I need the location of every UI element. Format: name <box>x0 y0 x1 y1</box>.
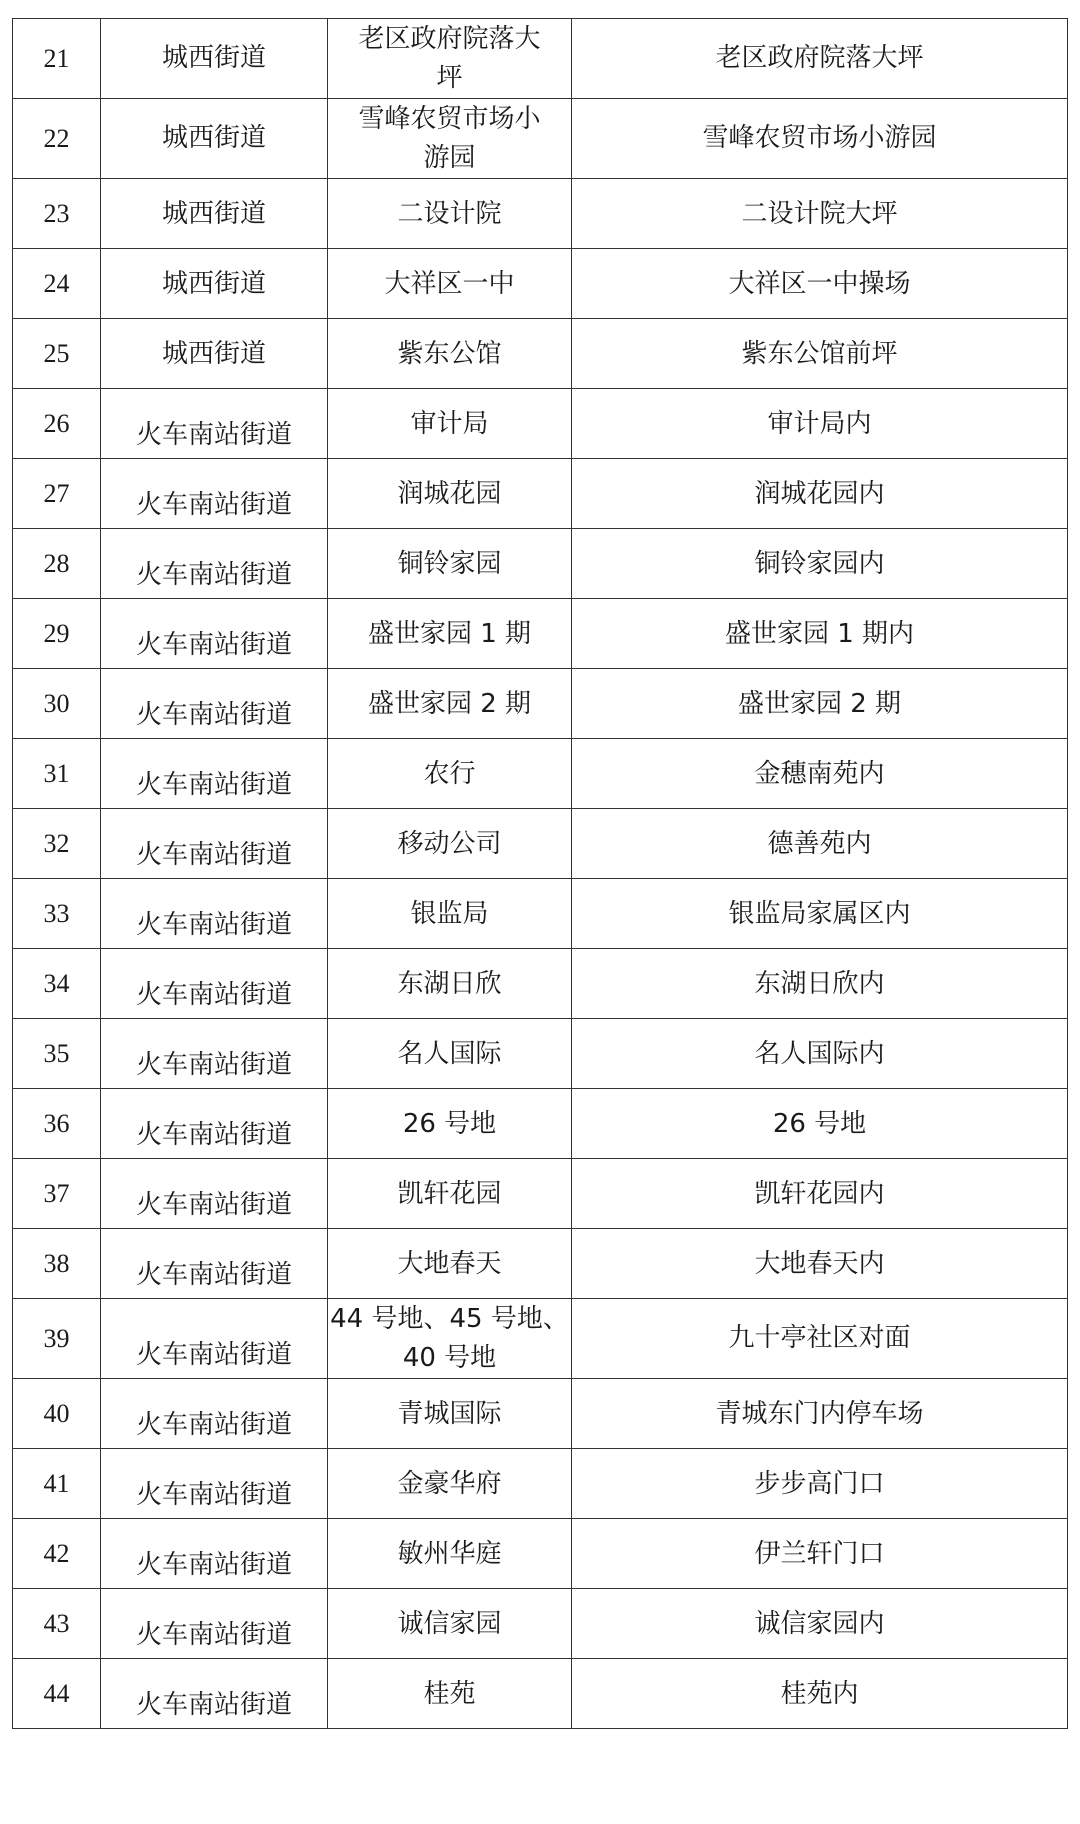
location: 盛世家园 1 期内 <box>572 599 1068 669</box>
site-name-line: 大祥区一中 <box>384 268 515 299</box>
table-row <box>13 1519 1068 1589</box>
table-row <box>13 1019 1068 1089</box>
street-name: 火车南站街道 <box>101 459 328 529</box>
site-name-line: 润城花园 <box>397 478 502 509</box>
site-name-line: 盛世家园 1 期 <box>367 618 532 649</box>
site-name <box>328 1229 572 1299</box>
row-number: 40 <box>13 1379 101 1449</box>
site-name-line: 26 号地 <box>402 1108 497 1139</box>
table-row <box>13 1089 1068 1159</box>
site-name <box>328 949 572 1019</box>
site-name-line: 盛世家园 2 期 <box>367 688 532 719</box>
site-name <box>328 389 572 459</box>
site-name <box>328 249 572 319</box>
street-name: 城西街道 <box>101 19 328 99</box>
table-row <box>13 1659 1068 1729</box>
street-name: 火车南站街道 <box>101 1589 328 1659</box>
table-row <box>13 389 1068 459</box>
site-table <box>12 18 1068 1729</box>
site-name-line: 银监局 <box>410 898 489 929</box>
table-row <box>13 249 1068 319</box>
location: 铜铃家园内 <box>572 529 1068 599</box>
row-number: 39 <box>13 1299 101 1379</box>
site-name-line: 大地春天 <box>397 1248 502 1279</box>
row-number: 29 <box>13 599 101 669</box>
site-name-line: 金豪华府 <box>397 1468 502 1499</box>
street-name: 火车南站街道 <box>101 739 328 809</box>
row-number: 38 <box>13 1229 101 1299</box>
street-name: 城西街道 <box>101 179 328 249</box>
location: 老区政府院落大坪 <box>572 19 1068 99</box>
street-name: 火车南站街道 <box>101 949 328 1019</box>
site-name <box>328 459 572 529</box>
site-name-line: 诚信家园 <box>397 1608 502 1639</box>
street-name: 火车南站街道 <box>101 1519 328 1589</box>
site-name <box>328 879 572 949</box>
location: 大地春天内 <box>572 1229 1068 1299</box>
site-name-line: 老区政府院落大 <box>358 23 541 54</box>
row-number: 21 <box>13 19 101 99</box>
site-name <box>328 669 572 739</box>
site-name-line: 农行 <box>423 758 476 789</box>
site-name-line: 移动公司 <box>397 828 502 859</box>
site-name <box>328 739 572 809</box>
location: 凯轩花园内 <box>572 1159 1068 1229</box>
location: 诚信家园内 <box>572 1589 1068 1659</box>
row-number: 35 <box>13 1019 101 1089</box>
street-name: 火车南站街道 <box>101 1019 328 1089</box>
street-name: 火车南站街道 <box>101 389 328 459</box>
row-number: 44 <box>13 1659 101 1729</box>
site-name <box>328 1379 572 1449</box>
row-number: 26 <box>13 389 101 459</box>
table-row <box>13 1449 1068 1519</box>
location: 桂苑内 <box>572 1659 1068 1729</box>
table-row <box>13 1299 1068 1379</box>
street-name: 火车南站街道 <box>101 529 328 599</box>
site-name-line: 铜铃家园 <box>397 548 502 579</box>
street-name: 火车南站街道 <box>101 1089 328 1159</box>
table-row <box>13 459 1068 529</box>
site-name <box>328 1659 572 1729</box>
row-number: 33 <box>13 879 101 949</box>
table-row <box>13 809 1068 879</box>
site-name-line: 紫东公馆 <box>397 338 502 369</box>
location: 步步高门口 <box>572 1449 1068 1519</box>
table-row <box>13 319 1068 389</box>
row-number: 34 <box>13 949 101 1019</box>
table-row <box>13 879 1068 949</box>
street-name: 城西街道 <box>101 319 328 389</box>
site-name-line: 东湖日欣 <box>397 968 502 999</box>
table-row <box>13 1589 1068 1659</box>
location: 雪峰农贸市场小游园 <box>572 99 1068 179</box>
table-row <box>13 19 1068 99</box>
row-number: 43 <box>13 1589 101 1659</box>
street-name: 城西街道 <box>101 99 328 179</box>
site-name <box>328 1089 572 1159</box>
location: 润城花园内 <box>572 459 1068 529</box>
location: 德善苑内 <box>572 809 1068 879</box>
location: 名人国际内 <box>572 1019 1068 1089</box>
table-row <box>13 529 1068 599</box>
street-name: 火车南站街道 <box>101 599 328 669</box>
site-name <box>328 19 572 99</box>
site-name-line: 敏州华庭 <box>397 1538 502 1569</box>
street-name: 火车南站街道 <box>101 1229 328 1299</box>
site-name-line: 二设计院 <box>397 198 502 229</box>
site-name-line: 40 号地 <box>402 1342 497 1373</box>
site-name-line: 青城国际 <box>397 1398 502 1429</box>
site-name <box>328 1449 572 1519</box>
location: 盛世家园 2 期 <box>572 669 1068 739</box>
row-number: 42 <box>13 1519 101 1589</box>
street-name: 城西街道 <box>101 249 328 319</box>
row-number: 31 <box>13 739 101 809</box>
street-name: 火车南站街道 <box>101 1449 328 1519</box>
table-row <box>13 99 1068 179</box>
site-name <box>328 1299 572 1379</box>
location: 九十亭社区对面 <box>572 1299 1068 1379</box>
row-number: 24 <box>13 249 101 319</box>
site-name <box>328 179 572 249</box>
location: 金穗南苑内 <box>572 739 1068 809</box>
street-name: 火车南站街道 <box>101 879 328 949</box>
site-name <box>328 529 572 599</box>
location: 伊兰轩门口 <box>572 1519 1068 1589</box>
row-number: 27 <box>13 459 101 529</box>
row-number: 41 <box>13 1449 101 1519</box>
site-name <box>328 599 572 669</box>
table-row <box>13 179 1068 249</box>
site-name-line: 坪 <box>436 62 463 93</box>
row-number: 30 <box>13 669 101 739</box>
location: 青城东门内停车场 <box>572 1379 1068 1449</box>
location: 审计局内 <box>572 389 1068 459</box>
street-name: 火车南站街道 <box>101 809 328 879</box>
location: 二设计院大坪 <box>572 179 1068 249</box>
site-name-line: 雪峰农贸市场小 <box>358 103 541 134</box>
row-number: 28 <box>13 529 101 599</box>
row-number: 22 <box>13 99 101 179</box>
site-name <box>328 99 572 179</box>
table-body <box>13 19 1068 1729</box>
table-row <box>13 739 1068 809</box>
site-name <box>328 1519 572 1589</box>
table-row <box>13 599 1068 669</box>
site-name <box>328 809 572 879</box>
site-name <box>328 1019 572 1089</box>
table-row <box>13 1159 1068 1229</box>
table-row <box>13 1229 1068 1299</box>
row-number: 25 <box>13 319 101 389</box>
table-row <box>13 949 1068 1019</box>
site-name-line: 44 号地、45 号地、 <box>330 1303 569 1334</box>
location: 紫东公馆前坪 <box>572 319 1068 389</box>
site-name-line: 名人国际 <box>397 1038 502 1069</box>
row-number: 36 <box>13 1089 101 1159</box>
street-name: 火车南站街道 <box>101 1299 328 1379</box>
site-name <box>328 319 572 389</box>
street-name: 火车南站街道 <box>101 1159 328 1229</box>
row-number: 37 <box>13 1159 101 1229</box>
street-name: 火车南站街道 <box>101 669 328 739</box>
street-name: 火车南站街道 <box>101 1659 328 1729</box>
location: 银监局家属区内 <box>572 879 1068 949</box>
site-name <box>328 1159 572 1229</box>
row-number: 32 <box>13 809 101 879</box>
site-name-line: 审计局 <box>410 408 489 439</box>
row-number: 23 <box>13 179 101 249</box>
site-name-line: 游园 <box>423 142 476 173</box>
site-name-line: 桂苑 <box>423 1678 476 1709</box>
site-name <box>328 1589 572 1659</box>
street-name: 火车南站街道 <box>101 1379 328 1449</box>
location: 东湖日欣内 <box>572 949 1068 1019</box>
table-row <box>13 669 1068 739</box>
location: 大祥区一中操场 <box>572 249 1068 319</box>
table-row <box>13 1379 1068 1449</box>
site-name-line: 凯轩花园 <box>397 1178 502 1209</box>
location: 26 号地 <box>572 1089 1068 1159</box>
